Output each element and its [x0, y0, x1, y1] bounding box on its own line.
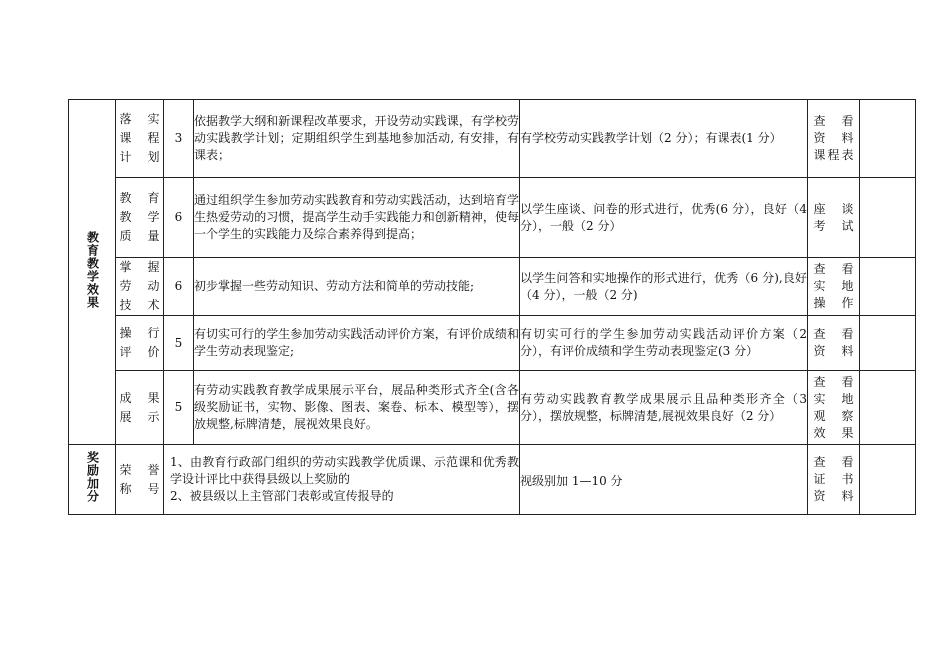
table-row: [69, 445, 916, 515]
blank-cell: [860, 445, 916, 515]
blank-cell: [860, 316, 916, 371]
criteria-cell: 有切实可行的学生参加劳动实践活动评价方案（2 分），有评价成绩和学生劳动表现鉴定(3 分）: [520, 316, 808, 371]
requirement-cell: 初步掌握一些劳动知识、劳动方法和简单的劳动技能;: [194, 258, 520, 316]
table-row: [69, 258, 916, 316]
item-cell: 掌 握 劳 动 技 术: [116, 258, 164, 316]
requirement-cell: 1、由教育行政部门组织的劳动实践教学优质课、示范课和优秀教学设计评比中获得县级以上奖励的 2、被县级以上主管部门表彰或宣传报导的: [164, 445, 520, 515]
requirement-cell: 依据教学大纲和新课程改革要求，开设劳动实践课，有学校劳动实践教学计划；定期组织学生到基地参加活动, 有安排，有课表；: [194, 100, 520, 178]
blank-cell: [860, 100, 916, 178]
item-cell: 落 实 课 程 计 划: [116, 100, 164, 178]
blank-cell: [860, 371, 916, 445]
item-cell: 教 育 教 学 质 量: [116, 178, 164, 258]
criteria-cell: 视级别加 1—10 分: [520, 445, 808, 515]
score-cell: 3: [164, 100, 194, 178]
evaluation-table: [68, 99, 916, 515]
method-cell: 查 看 证 书 资 料: [808, 445, 860, 515]
category-label: 教育教学效果: [85, 230, 100, 309]
method-cell: 查 看 资 料: [808, 316, 860, 371]
score-cell: 5: [164, 371, 194, 445]
item-cell: 成 果 展 示: [116, 371, 164, 445]
requirement-cell: 通过组织学生参加劳动实践教育和劳动实践活动，达到培育学生热爱劳动的习惯，提高学生动手实践能力和创新精神，使每一个学生的实践能力及综合素养得到提高；: [194, 178, 520, 258]
method-cell: 座 谈 考 试: [808, 178, 860, 258]
category-label: 奖励加分: [85, 451, 100, 503]
criteria-cell: 以学生座谈、问卷的形式进行，优秀(6 分），良好（4 分），一般（2 分）: [520, 178, 808, 258]
criteria-cell: 以学生问答和实地操作的形式进行，优秀（6 分),良好（4 分），一般（2 分): [520, 258, 808, 316]
table-row: [69, 178, 916, 258]
method-cell: 查 看 实 地 操 作: [808, 258, 860, 316]
category-cell: [69, 445, 116, 515]
score-cell: 6: [164, 178, 194, 258]
requirement-cell: 有切实可行的学生参加劳动实践活动评价方案，有评价成绩和学生劳动表现鉴定;: [194, 316, 520, 371]
criteria-cell: 有劳动实践教育教学成果展示且品种类形齐全（3 分），摆放规整，标牌清楚,展视效果良好（2 分）: [520, 371, 808, 445]
requirement-cell: 有劳动实践教育教学成果展示平台，展品种类形式齐全(含各级奖励证书，实物、影像、图表、案卷、标本、模型等），摆放规整,标牌清楚，展视效果良好。: [194, 371, 520, 445]
score-cell: 6: [164, 258, 194, 316]
score-cell: 5: [164, 316, 194, 371]
item-cell: 荣 誉 称 号: [116, 445, 164, 515]
criteria-cell: 有学校劳动实践教学计划（2 分）；有课表(1 分）: [520, 100, 808, 178]
table-row: [69, 316, 916, 371]
item-cell: 操 行 评 价: [116, 316, 164, 371]
category-cell: [69, 100, 116, 445]
table-row: [69, 371, 916, 445]
table-row: [69, 100, 916, 178]
blank-cell: [860, 258, 916, 316]
method-cell: 查 看 资 料 课程表: [808, 100, 860, 178]
blank-cell: [860, 178, 916, 258]
method-cell: 查 看 实 地 观 察 效 果: [808, 371, 860, 445]
